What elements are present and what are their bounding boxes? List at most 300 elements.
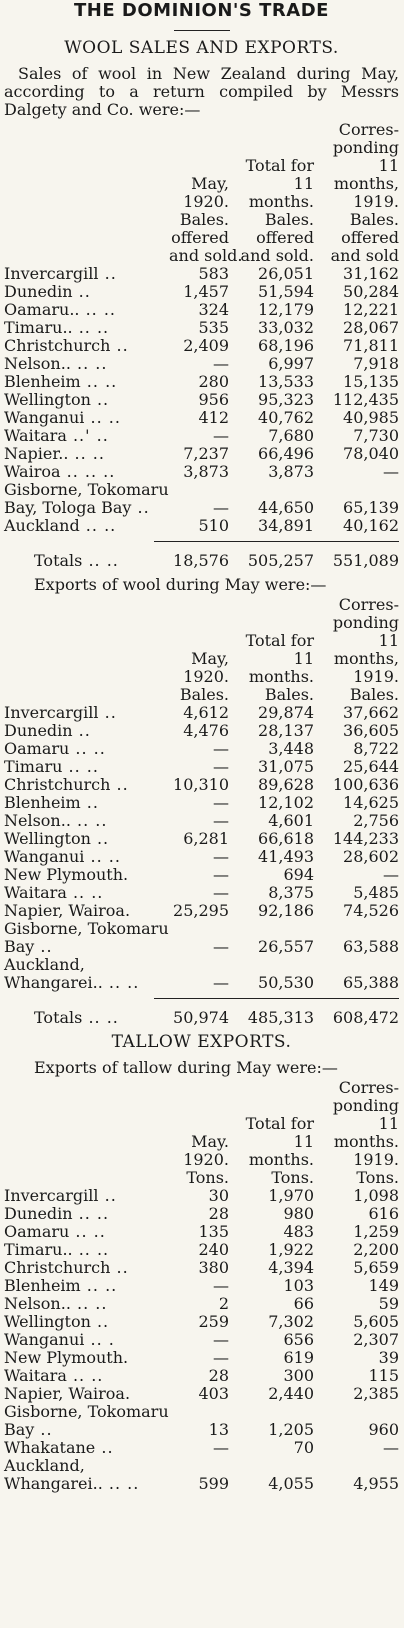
value-may-1920: — [213, 865, 229, 884]
leader-dots: .. .. [84, 847, 121, 866]
table-row [4, 1205, 399, 1223]
value-total-11-months: 66,618 [258, 829, 314, 848]
port-label: Wanganui [4, 408, 85, 427]
header-row [4, 121, 399, 139]
wool-exports-table [4, 596, 399, 1027]
leader-dots: .. .. .. [60, 462, 116, 481]
table-row [4, 920, 399, 956]
value-total-11-months: 26,557 [258, 937, 314, 956]
table-row [4, 265, 399, 283]
value-corresponding-1919: — [383, 865, 399, 884]
port-name [4, 391, 169, 409]
value-corresponding-1919: 40,162 [343, 516, 399, 535]
leader-dots: .. .. [72, 1240, 110, 1259]
value-total-11-months: 92,186 [258, 901, 314, 920]
port-name [4, 1241, 169, 1259]
port-name [4, 956, 169, 992]
port-name [4, 445, 169, 463]
port-label: Wellington [4, 390, 91, 409]
column-header: 1920. [183, 667, 229, 686]
port-label: Dunedin [4, 721, 73, 740]
value-may-1920: 4,612 [183, 703, 229, 722]
value-may-1920: 7,237 [183, 444, 229, 463]
port-name [4, 1295, 169, 1313]
header-blank [4, 121, 169, 139]
wool-exports-intro: Exports of wool during May were:— [34, 575, 327, 594]
table-row [4, 1457, 399, 1493]
column-header: ponding [332, 138, 399, 157]
value-may-1920: 324 [198, 300, 229, 319]
header-row [4, 193, 399, 211]
column-header: and sold. [240, 246, 314, 265]
port-name [4, 1367, 169, 1385]
leader-dots: .. [34, 937, 53, 956]
leader-dots: .. [90, 390, 110, 409]
value-may-1920: 510 [198, 516, 229, 535]
column-header: months, [333, 174, 399, 193]
port-label: Wellington [4, 1312, 91, 1331]
value-corresponding-1919: — [383, 1438, 399, 1457]
value-total-11-months: 95,323 [258, 390, 314, 409]
column-header [229, 1097, 314, 1115]
column-header [229, 614, 314, 632]
leader-dots: .. [34, 1420, 53, 1439]
table-row [4, 463, 399, 481]
column-header [169, 157, 229, 175]
port-name [4, 1313, 169, 1331]
column-header: Total for [245, 631, 314, 650]
headline: THE DOMINION'S TRADE [74, 0, 329, 21]
value-corresponding-1919: 112,435 [332, 390, 399, 409]
port-name [4, 1205, 169, 1223]
header-blank [4, 1115, 169, 1133]
port-label: Wellington [4, 829, 91, 848]
port-name [4, 427, 169, 445]
port-label: New Plymouth. [4, 1348, 129, 1367]
port-name [4, 355, 169, 373]
header-blank [4, 139, 169, 157]
port-label: Blenheim [4, 793, 81, 812]
port-label: Timaru.. [4, 318, 73, 337]
table-row [4, 812, 399, 830]
table-row [4, 956, 399, 992]
port-name [4, 1385, 169, 1403]
leader-dots: .. .. [70, 811, 108, 830]
value-total-11-months: 66 [293, 1294, 314, 1313]
value-corresponding-1919: 63,588 [343, 937, 399, 956]
value-corresponding-1919: 50,284 [343, 282, 399, 301]
header-blank [4, 1133, 169, 1151]
headline-rule [174, 30, 230, 31]
value-corresponding-1919: 40,985 [343, 408, 399, 427]
totals-row [4, 999, 399, 1027]
table-row [4, 1241, 399, 1259]
value-corresponding-1919: 115 [368, 1366, 399, 1385]
port-name [4, 1277, 169, 1295]
totals-rule-row [4, 535, 399, 542]
port-label: Oamaru [4, 1222, 70, 1241]
port-name [4, 517, 169, 535]
value-total-11-months: 4,055 [268, 1474, 314, 1493]
value-corresponding-1919: 100,636 [332, 775, 399, 794]
table-row [4, 1439, 399, 1457]
tallow-intro: Exports of tallow during May were:— [34, 1058, 338, 1077]
header-blank [4, 1151, 169, 1169]
table-row [4, 704, 399, 722]
column-header: 11 [378, 1114, 399, 1133]
column-header [229, 1079, 314, 1097]
port-label: New Plymouth. [4, 865, 129, 884]
leader-dots: .. .. [70, 354, 108, 373]
leader-dots: .. .. [66, 1366, 104, 1385]
value-total-11-months: 8,375 [268, 883, 314, 902]
value-may-1920: 28 [208, 1204, 229, 1223]
value-corresponding-1919: 37,662 [343, 703, 399, 722]
header-row [4, 247, 399, 265]
value-may-1920: 2 [218, 1294, 229, 1313]
leader-dots: .. .. [102, 1474, 140, 1493]
value-may-1920: 403 [198, 1384, 229, 1403]
value-corresponding-1919: 31,162 [343, 264, 399, 283]
value-may-1920: — [213, 354, 229, 373]
value-total-11-months: 2,440 [268, 1384, 314, 1403]
value-may-1920: — [213, 937, 229, 956]
header-row [4, 650, 399, 668]
leader-dots: .. .. [68, 444, 105, 463]
totals-label [4, 999, 169, 1027]
value-corresponding-1919: 1,098 [353, 1186, 399, 1205]
value-corresponding-1919: 28,067 [343, 318, 399, 337]
totals-rule-row [4, 992, 399, 999]
column-header [169, 1115, 229, 1133]
header-row [4, 1115, 399, 1133]
table-row [4, 740, 399, 758]
port-name [4, 866, 169, 884]
column-header: May, [191, 649, 229, 668]
value-may-1920: 280 [198, 372, 229, 391]
port-name [4, 301, 169, 319]
header-blank [4, 596, 169, 614]
table-row [4, 794, 399, 812]
column-header [229, 596, 314, 614]
port-name [4, 1223, 169, 1241]
port-name [4, 830, 169, 848]
header-blank [4, 1079, 169, 1097]
leader-dots: .. .. [79, 300, 117, 319]
value-corresponding-1919: 78,040 [343, 444, 399, 463]
column-header: 1919. [353, 1150, 399, 1169]
value-corresponding-1919: 2,200 [353, 1240, 399, 1259]
value-total-11-months: 40,762 [258, 408, 314, 427]
wool-sales-table [4, 121, 399, 570]
value-may-1920: — [213, 811, 229, 830]
table-row [4, 1331, 399, 1349]
column-header: Corres- [338, 595, 399, 614]
column-header: Total for [245, 1114, 314, 1133]
table-row [4, 445, 399, 463]
column-header: Bales. [264, 685, 314, 704]
value-corresponding-1919: 144,233 [332, 829, 399, 848]
table-row [4, 1403, 399, 1439]
table-row [4, 758, 399, 776]
total-corresponding-1919: 608,472 [332, 1008, 399, 1027]
value-total-11-months: 1,922 [268, 1240, 314, 1259]
totals-label-text: Totals [34, 551, 83, 570]
port-label: Invercargill [4, 264, 99, 283]
column-header: Tons. [271, 1168, 314, 1187]
value-may-1920: 28 [208, 1366, 229, 1385]
port-name [4, 812, 169, 830]
header-row [4, 686, 399, 704]
value-may-1920: 1,457 [183, 282, 229, 301]
port-name [4, 758, 169, 776]
value-corresponding-1919: 5,485 [353, 883, 399, 902]
header-blank [4, 686, 169, 704]
value-may-1920: — [213, 1348, 229, 1367]
port-label: Waitara [4, 883, 67, 902]
value-may-1920: — [213, 1438, 229, 1457]
port-label: Waitara [4, 426, 67, 445]
value-may-1920: 412 [198, 408, 229, 427]
value-corresponding-1919: 59 [378, 1294, 399, 1313]
header-row [4, 157, 399, 175]
total-11-months: 485,313 [247, 1008, 314, 1027]
value-may-1920: 3,873 [183, 462, 229, 481]
column-header: Corres- [338, 120, 399, 139]
header-blank [4, 193, 169, 211]
port-name [4, 884, 169, 902]
port-label: Invercargill [4, 703, 99, 722]
table-row [4, 373, 399, 391]
value-may-1920: 13 [208, 1420, 229, 1439]
port-name [4, 920, 169, 956]
value-total-11-months: 29,874 [258, 703, 314, 722]
port-name [4, 1457, 169, 1493]
leader-dots: .. . [84, 1330, 115, 1349]
port-label: Nelson.. [4, 1294, 71, 1313]
header-row [4, 668, 399, 686]
value-corresponding-1919: 25,644 [343, 757, 399, 776]
value-total-11-months: 26,051 [258, 264, 314, 283]
value-corresponding-1919: 960 [368, 1420, 399, 1439]
column-header: 11 [378, 156, 399, 175]
leader-dots: .. [98, 703, 117, 722]
leader-dots: .. .. [66, 883, 104, 902]
value-may-1920: — [213, 757, 229, 776]
port-label: Oamaru [4, 739, 70, 758]
port-name [4, 776, 169, 794]
totals-label-text: Totals [34, 1008, 83, 1027]
column-header [169, 1097, 229, 1115]
value-corresponding-1919: 149 [368, 1276, 399, 1295]
header-row [4, 229, 399, 247]
value-total-11-months: 7,302 [268, 1312, 314, 1331]
port-name [4, 463, 169, 481]
table-row [4, 427, 399, 445]
port-name [4, 337, 169, 355]
value-corresponding-1919: 1,259 [353, 1222, 399, 1241]
column-header: 1920. [183, 192, 229, 211]
value-may-1920: — [213, 739, 229, 758]
column-header [229, 121, 314, 139]
value-total-11-months: 89,628 [258, 775, 314, 794]
port-label: Blenheim [4, 372, 81, 391]
leader-dots: .. .. [82, 1008, 119, 1027]
port-name [4, 283, 169, 301]
header-row [4, 1169, 399, 1187]
header-row [4, 139, 399, 157]
table-row [4, 1187, 399, 1205]
header-blank [4, 1169, 169, 1187]
value-corresponding-1919: 2,307 [353, 1330, 399, 1349]
column-header: Total for [245, 156, 314, 175]
value-may-1920: 259 [198, 1312, 229, 1331]
value-corresponding-1919: 28,602 [343, 847, 399, 866]
column-header: May, [191, 174, 229, 193]
value-corresponding-1919: 15,135 [343, 372, 399, 391]
port-label: Nelson.. [4, 354, 71, 373]
table-row [4, 1313, 399, 1331]
leader-dots: .. .. [102, 973, 140, 992]
column-header: offered [171, 228, 229, 247]
table-row [4, 1223, 399, 1241]
value-corresponding-1919: 36,605 [343, 721, 399, 740]
value-corresponding-1919: 71,811 [343, 336, 399, 355]
port-label: Dunedin [4, 282, 73, 301]
column-header: Bales. [264, 210, 314, 229]
table-row [4, 722, 399, 740]
table-row [4, 301, 399, 319]
header-row [4, 1079, 399, 1097]
value-corresponding-1919: 5,605 [353, 1312, 399, 1331]
leader-dots: .. .. [80, 1276, 118, 1295]
value-total-11-months: 694 [283, 865, 314, 884]
value-total-11-months: 41,493 [258, 847, 314, 866]
value-may-1920: — [213, 426, 229, 445]
column-header: Bales. [349, 685, 399, 704]
value-may-1920: 4,476 [183, 721, 229, 740]
value-corresponding-1919: 4,955 [353, 1474, 399, 1493]
header-blank [4, 650, 169, 668]
port-label: Christchurch [4, 336, 111, 355]
value-total-11-months: 300 [283, 1366, 314, 1385]
total-may-1920: 50,974 [173, 1008, 229, 1027]
leader-dots: .. [95, 1438, 114, 1457]
port-label: Auckland [4, 516, 80, 535]
port-name [4, 1439, 169, 1457]
port-name [4, 409, 169, 427]
column-header: Bales. [179, 685, 229, 704]
value-total-11-months: 13,533 [258, 372, 314, 391]
column-header: Tons. [186, 1168, 229, 1187]
column-header: Bales. [349, 210, 399, 229]
value-total-11-months: 28,137 [258, 721, 314, 740]
leader-dots: .. [72, 721, 91, 740]
header-blank [4, 175, 169, 193]
value-corresponding-1919: 65,388 [343, 973, 399, 992]
column-header: 11 [293, 649, 314, 668]
value-corresponding-1919: 14,625 [343, 793, 399, 812]
header-row [4, 175, 399, 193]
value-corresponding-1919: 8,722 [353, 739, 399, 758]
port-label: Whakatane [4, 1438, 96, 1457]
value-may-1920: 583 [198, 264, 229, 283]
table-row [4, 337, 399, 355]
column-header [229, 139, 314, 157]
leader-dots: .. .. [72, 318, 110, 337]
value-corresponding-1919: 74,526 [343, 901, 399, 920]
value-may-1920: — [213, 1276, 229, 1295]
value-total-11-months: 4,394 [268, 1258, 314, 1277]
port-name [4, 373, 169, 391]
leader-dots: .. .. [82, 551, 119, 570]
column-header: Corres- [338, 1078, 399, 1097]
header-blank [4, 614, 169, 632]
column-header: 1920. [183, 1150, 229, 1169]
port-label: Blenheim [4, 1276, 81, 1295]
table-row [4, 776, 399, 794]
value-corresponding-1919: 7,918 [353, 354, 399, 373]
column-header [169, 596, 229, 614]
value-may-1920: 2,409 [183, 336, 229, 355]
value-may-1920: 599 [198, 1474, 229, 1493]
port-name [4, 319, 169, 337]
total-may-1920: 18,576 [173, 551, 229, 570]
leader-dots: .. [72, 282, 91, 301]
value-total-11-months: 3,448 [268, 739, 314, 758]
wool-sales-intro: Sales of wool in New Zealand during May, according to a return compiled by Messrs Dalgety and Co. were:— [4, 64, 399, 119]
column-header: 11 [378, 631, 399, 650]
port-label: Wanganui [4, 1330, 85, 1349]
leader-dots: .. [110, 1258, 129, 1277]
port-label: Napier.. [4, 444, 69, 463]
tallow-exports-table [4, 1079, 399, 1493]
tallow-section-title: TALLOW EXPORTS. [111, 1032, 292, 1052]
port-name [4, 1187, 169, 1205]
port-label: Auckland, Whangarei.. [4, 955, 103, 992]
value-corresponding-1919: 616 [368, 1204, 399, 1223]
value-total-11-months: 619 [283, 1348, 314, 1367]
port-label: Waitara [4, 1366, 67, 1385]
port-label: Christchurch [4, 1258, 111, 1277]
leader-dots: .. .. [80, 372, 118, 391]
leader-dots: ..' .. [66, 426, 109, 445]
value-may-1920: 30 [208, 1186, 229, 1205]
column-header: months. [248, 192, 314, 211]
header-row [4, 1151, 399, 1169]
column-header: May. [191, 1132, 229, 1151]
port-label: Gisborne, Tokomaru Bay [4, 919, 169, 956]
leader-dots: .. [90, 1312, 110, 1331]
header-row [4, 596, 399, 614]
table-row [4, 848, 399, 866]
column-header: 11 [293, 174, 314, 193]
column-header: months. [333, 1132, 399, 1151]
value-total-11-months: 1,970 [268, 1186, 314, 1205]
table-row [4, 1277, 399, 1295]
header-row [4, 1133, 399, 1151]
header-blank [4, 247, 169, 265]
value-total-11-months: 31,075 [258, 757, 314, 776]
value-corresponding-1919: — [383, 462, 399, 481]
value-may-1920: — [213, 1330, 229, 1349]
leader-dots: .. .. [79, 516, 117, 535]
port-label: Dunedin [4, 1204, 73, 1223]
port-label: Napier, Wairoa. [4, 1384, 131, 1403]
value-corresponding-1919: 65,139 [343, 498, 399, 517]
leader-dots: .. [110, 775, 129, 794]
port-label: Christchurch [4, 775, 111, 794]
